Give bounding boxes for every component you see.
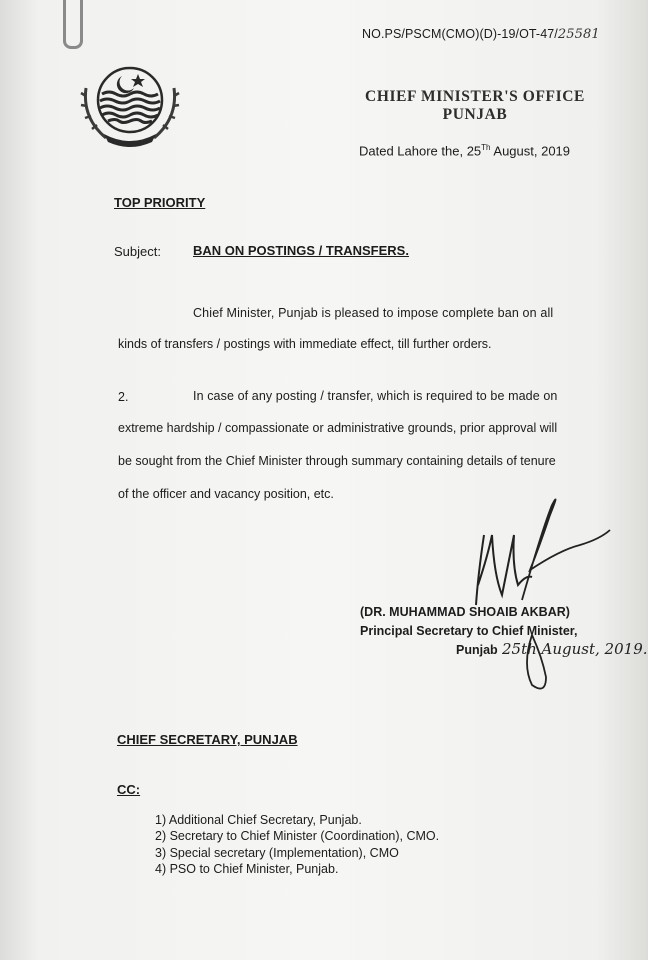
cc-item: 2) Secretary to Chief Minister (Coordination), CMO. bbox=[155, 829, 440, 843]
signatory-title: Principal Secretary to Chief Minister, bbox=[360, 624, 578, 638]
para2-line1: In case of any posting / transfer, which is required to be made on bbox=[193, 389, 558, 403]
signatory-place: Punjab bbox=[456, 643, 498, 657]
para1-line2: kinds of transfers / postings with immediate effect, till further orders. bbox=[118, 337, 492, 351]
cc-label: CC: bbox=[117, 782, 141, 797]
cc-item: 3) Special secretary (Implementation), CMO bbox=[155, 846, 399, 860]
office-heading bbox=[360, 88, 590, 124]
subject-label: Subject: bbox=[114, 244, 161, 259]
cc-item: 4) PSO to Chief Minister, Punjab. bbox=[155, 862, 339, 876]
para2-number: 2. bbox=[118, 390, 129, 404]
signatory-name: (DR. MUHAMMAD SHOAIB AKBAR) bbox=[360, 605, 570, 619]
punjab-emblem-logo bbox=[78, 58, 182, 150]
reference-printed: NO.PS/PSCM(CMO)(D)-19/OT-47/ bbox=[362, 27, 558, 41]
priority-label: TOP PRIORITY bbox=[114, 195, 206, 210]
para2-line2: extreme hardship / compassionate or administrative grounds, prior approval will bbox=[118, 421, 558, 435]
reference-number bbox=[362, 27, 600, 42]
reference-handwritten: 25581 bbox=[557, 27, 600, 42]
para2-line3: be sought from the Chief Minister through summary containing details of tenure bbox=[118, 454, 556, 468]
para2-line4: of the officer and vacancy position, etc. bbox=[118, 487, 334, 501]
office-province: PUNJAB bbox=[442, 106, 508, 123]
office-title: CHIEF MINISTER'S OFFICE bbox=[365, 88, 585, 105]
handwritten-signature bbox=[462, 495, 622, 695]
paper-clip bbox=[63, 0, 83, 49]
cc-item: 1) Additional Chief Secretary, Punjab. bbox=[155, 813, 362, 827]
handwritten-date: 25th August, 2019. bbox=[502, 640, 648, 658]
addressee: CHIEF SECRETARY, PUNJAB bbox=[117, 732, 298, 747]
para1-line1: Chief Minister, Punjab is pleased to impose complete ban on all bbox=[193, 306, 554, 320]
subject-text: BAN ON POSTINGS / TRANSFERS. bbox=[193, 243, 409, 258]
document-date: Dated Lahore the, 25Th August, 2019 bbox=[359, 143, 571, 159]
